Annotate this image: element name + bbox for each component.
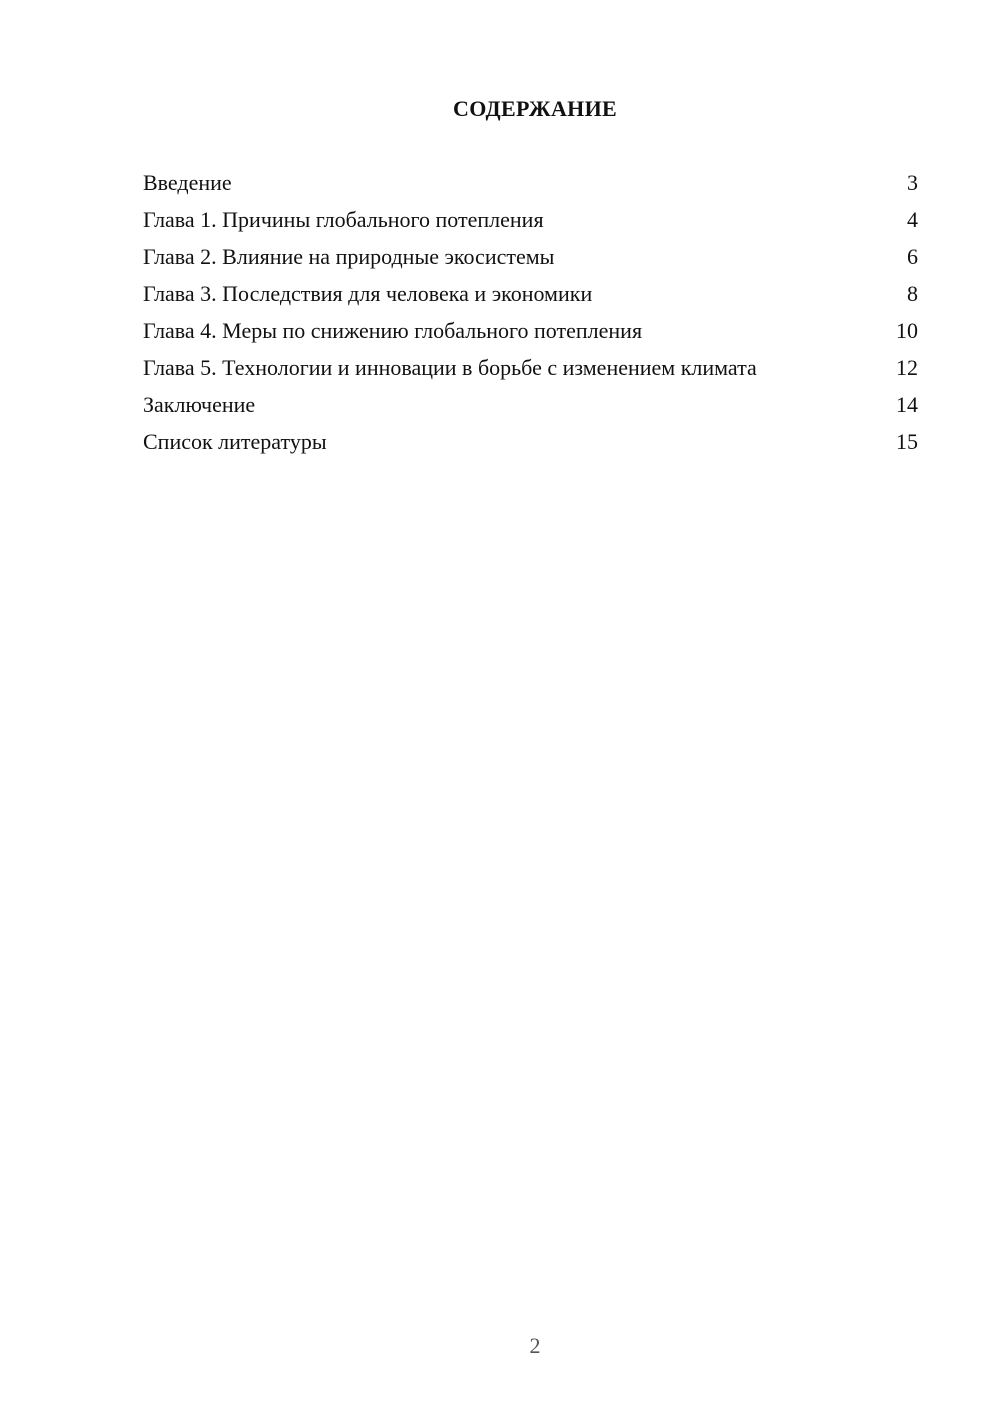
page-number: 2 <box>529 1333 541 1358</box>
toc-entry-page: 3 <box>907 170 918 195</box>
toc-entry-chapter-5 <box>143 354 918 382</box>
toc-entry-page: 4 <box>907 207 918 232</box>
toc-entry-chapter-2 <box>143 243 918 271</box>
toc-entry-page: 8 <box>907 281 918 306</box>
toc-entry-text: Список литературы <box>143 429 327 454</box>
toc-entry-page: 14 <box>896 392 918 417</box>
toc-entry-text: Глава 3. Последствия для человека и экономики <box>143 281 593 306</box>
toc-entry-text: Заключение <box>143 392 256 417</box>
toc-entry-chapter-1 <box>143 206 918 234</box>
toc-entry-chapter-3 <box>143 280 918 308</box>
toc-entry-introduction <box>143 169 918 197</box>
toc-entry-references <box>143 428 918 456</box>
table-of-contents <box>143 169 918 465</box>
toc-entry-text: Глава 2. Влияние на природные экосистемы <box>143 244 555 269</box>
toc-entry-chapter-4 <box>143 317 918 345</box>
toc-entry-text: Введение <box>143 170 232 195</box>
toc-title: СОДЕРЖАНИЕ <box>453 96 617 121</box>
toc-entry-conclusion <box>143 391 918 419</box>
toc-entry-page: 6 <box>907 244 918 269</box>
toc-entry-text: Глава 1. Причины глобального потепления <box>143 207 544 232</box>
toc-entry-page: 12 <box>896 355 918 380</box>
toc-entry-text: Глава 5. Технологии и инновации в борьбе с изменением климата <box>143 355 757 380</box>
toc-entry-text: Глава 4. Меры по снижению глобального потепления <box>143 318 643 343</box>
toc-entry-page: 10 <box>896 318 918 343</box>
toc-entry-page: 15 <box>896 429 918 454</box>
